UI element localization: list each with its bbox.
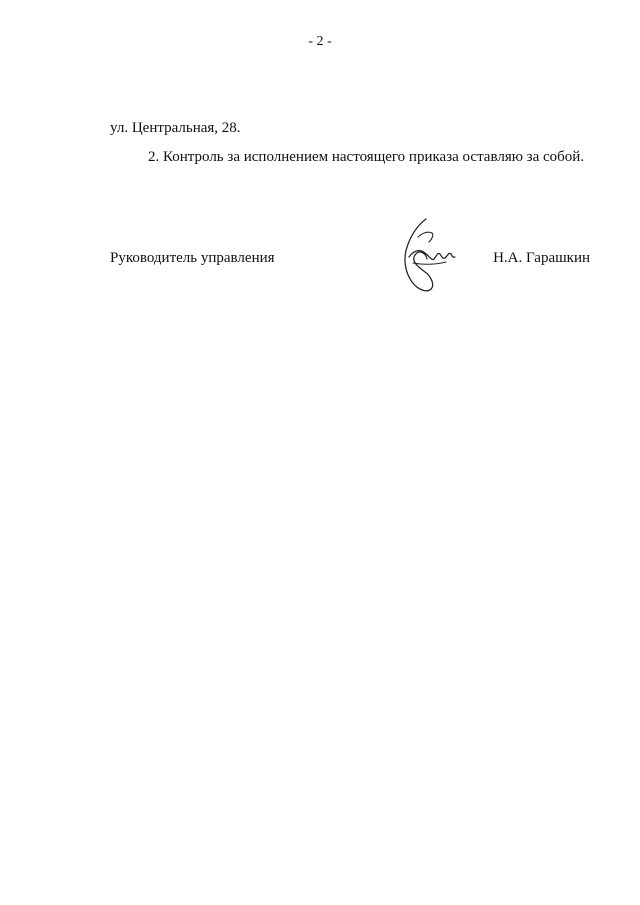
handwritten-signature [396,215,456,295]
position-title: Руководитель управления [110,250,275,266]
signer-name: Н.А. Гарашкин [493,250,590,266]
paragraph-2: 2. Контроль за исполнением настоящего приказа оставляю за собой. [148,149,585,165]
address-continuation: ул. Центральная, 28. [110,120,241,136]
signature-block [110,215,590,295]
page-number: - 2 - [308,34,332,49]
